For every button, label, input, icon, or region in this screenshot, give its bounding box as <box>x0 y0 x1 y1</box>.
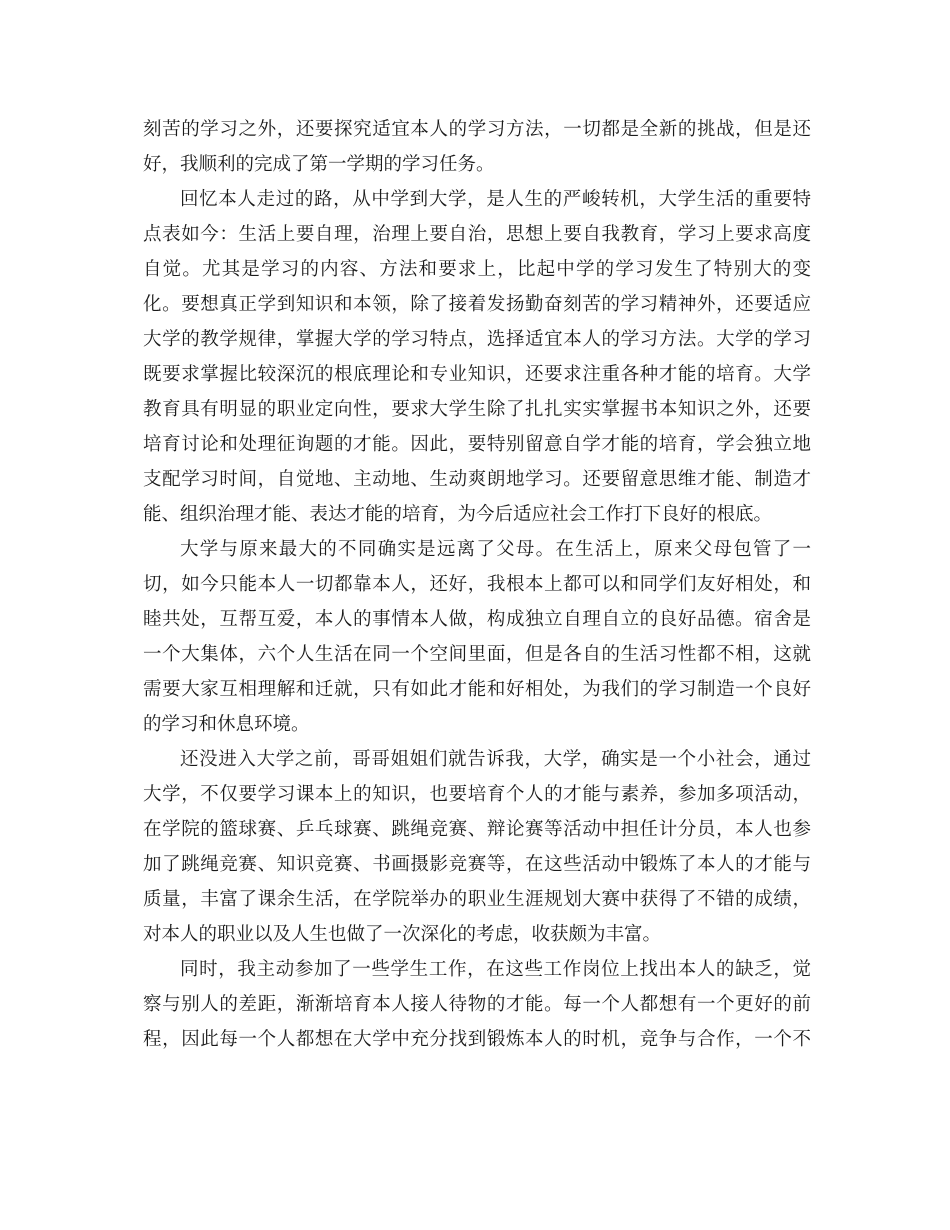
paragraph-1 <box>143 112 811 182</box>
text-line: 能、组织治理才能、表达才能的培育，为今后适应社会工作打下良好的根底。 <box>143 504 773 525</box>
text-line: 需要大家互相理解和迁就，只有如此才能和好相处，为我们的学习制造一个良好 <box>143 679 811 700</box>
text-line: 好，我顺利的完成了第一学期的学习任务。 <box>143 154 495 175</box>
paragraph-5 <box>143 952 811 1057</box>
paragraph-4 <box>143 742 811 952</box>
text-line: 点表如今：生活上要自理，治理上要自治，思想上要自我教育，学习上要求高度 <box>143 224 811 245</box>
text-line: 的学习和休息环境。 <box>143 714 310 735</box>
text-line: 支配学习时间，自觉地、主动地、生动爽朗地学习。还要留意思维才能、制造才 <box>143 469 811 490</box>
text-line: 睦共处，互帮互爱，本人的事情本人做，构成独立自理自立的良好品德。宿舍是 <box>143 609 811 630</box>
text-line: 大学的教学规律，掌握大学的学习特点，选择适宜本人的学习方法。大学的学习 <box>143 329 811 350</box>
text-line: 加了跳绳竞赛、知识竞赛、书画摄影竞赛等，在这些活动中锻炼了本人的才能与 <box>143 854 811 875</box>
text-line: 对本人的职业以及人生也做了一次深化的考虑，收获颇为丰富。 <box>143 924 662 945</box>
text-line: 刻苦的学习之外，还要探究适宜本人的学习方法，一切都是全新的挑战，但是还 <box>143 119 811 140</box>
text-line: 切，如今只能本人一切都靠本人，还好，我根本上都可以和同学们友好相处，和 <box>143 574 811 595</box>
text-line: 教育具有明显的职业定向性，要求大学生除了扎扎实实掌握书本知识之外，还要 <box>143 399 811 420</box>
body-text <box>143 112 811 1057</box>
text-line: 大学，不仅要学习课本上的知识，也要培育个人的才能与素养，参加多项活动， <box>143 784 811 805</box>
paragraph-3 <box>143 532 811 742</box>
text-line: 化。要想真正学到知识和本领，除了接着发扬勤奋刻苦的学习精神外，还要适应 <box>143 294 811 315</box>
text-line: 既要求掌握比较深沉的根底理论和专业知识，还要求注重各种才能的培育。大学 <box>143 364 811 385</box>
text-line: 自觉。尤其是学习的内容、方法和要求上，比起中学的学习发生了特别大的变 <box>143 259 811 280</box>
text-line: 大学与原来最大的不同确实是远离了父母。在生活上，原来父母包管了一 <box>180 539 811 560</box>
text-line: 还没进入大学之前，哥哥姐姐们就告诉我，大学，确实是一个小社会，通过 <box>180 749 811 770</box>
text-line: 程，因此每一个人都想在大学中充分找到锻炼本人的时机，竞争与合作，一个不 <box>143 1029 811 1050</box>
text-line: 察与别人的差距，渐渐培育本人接人待物的才能。每一个人都想有一个更好的前 <box>143 994 811 1015</box>
text-line: 一个大集体，六个人生活在同一个空间里面，但是各自的生活习性都不相，这就 <box>143 644 811 665</box>
text-line: 回忆本人走过的路，从中学到大学，是人生的严峻转机，大学生活的重要特 <box>180 189 811 210</box>
text-line: 同时，我主动参加了一些学生工作，在这些工作岗位上找出本人的缺乏，觉 <box>180 959 811 980</box>
text-line: 培育讨论和处理征询题的才能。因此，要特别留意自学才能的培育，学会独立地 <box>143 434 811 455</box>
text-line: 在学院的篮球赛、乒乓球赛、跳绳竞赛、辩论赛等活动中担任计分员，本人也参 <box>143 819 811 840</box>
text-line: 质量，丰富了课余生活，在学院举办的职业生涯规划大赛中获得了不错的成绩， <box>143 889 811 910</box>
paragraph-2 <box>143 182 811 532</box>
